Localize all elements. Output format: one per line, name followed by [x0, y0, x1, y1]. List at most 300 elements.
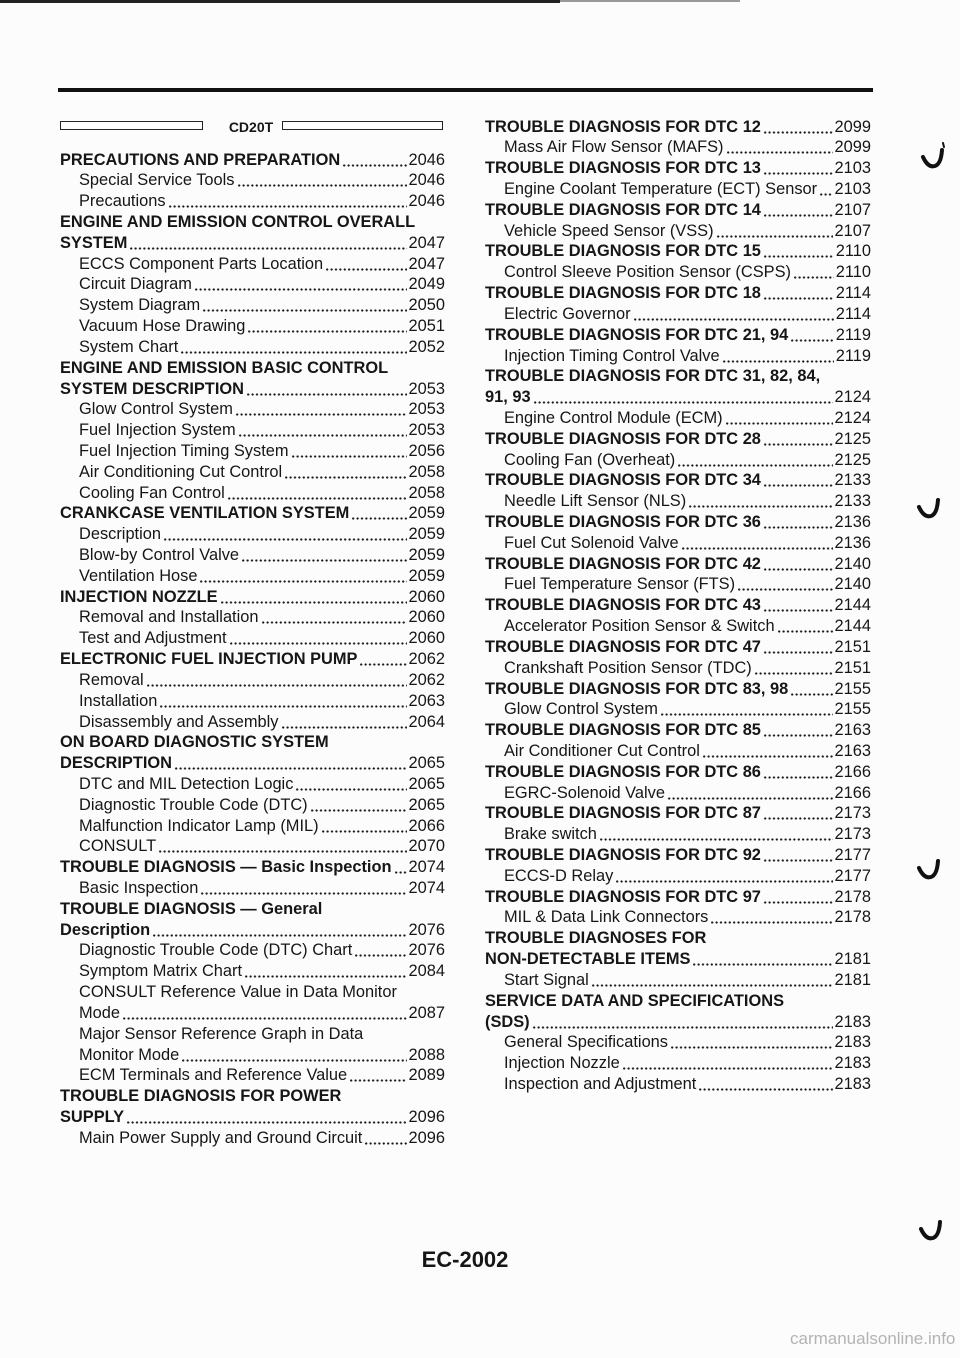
toc-item-entry	[60, 940, 445, 961]
page-number: 2144	[834, 617, 871, 636]
dot-leader	[351, 503, 406, 524]
toc-section-entry	[485, 679, 871, 700]
page-number: 2062	[408, 650, 445, 669]
toc-line	[485, 366, 871, 387]
toc-section-entry	[485, 595, 871, 616]
page-number: 2047	[408, 233, 445, 252]
page-number: 2103	[834, 180, 871, 199]
dot-leader	[229, 628, 407, 649]
toc-line	[485, 658, 871, 679]
toc-item-entry	[60, 483, 445, 504]
toc-line	[485, 179, 871, 200]
toc-item-entry	[60, 878, 445, 899]
model-header-bar-left	[60, 121, 203, 130]
toc-line	[485, 595, 871, 616]
toc-line	[60, 150, 445, 171]
toc-line	[60, 399, 445, 420]
toc-line	[60, 836, 445, 857]
page-number: 2173	[834, 825, 871, 844]
toc-line	[485, 491, 871, 512]
toc-section-entry	[60, 358, 445, 400]
toc-item-entry	[485, 783, 871, 804]
dot-leader	[754, 658, 833, 679]
index-tab-mark-icon	[916, 492, 942, 520]
page-number: 2062	[408, 670, 445, 689]
section-title: ENGINE AND EMISSION BASIC CONTROL	[60, 358, 389, 377]
toc-line	[60, 732, 445, 753]
toc-section-entry	[60, 649, 445, 670]
item-title: Description	[79, 525, 161, 544]
toc-line	[60, 961, 445, 982]
section-title: SERVICE DATA AND SPECIFICATIONS	[485, 991, 784, 1010]
item-title: Brake switch	[504, 825, 597, 844]
dot-leader	[763, 470, 833, 491]
page-number: 2070	[408, 837, 445, 856]
page-number: 2053	[408, 400, 445, 419]
dot-leader	[180, 337, 406, 358]
dot-leader	[354, 940, 406, 961]
dot-leader	[241, 545, 407, 566]
item-title: Vacuum Hose Drawing	[79, 317, 246, 336]
dot-leader	[199, 566, 406, 587]
toc-line	[60, 483, 445, 504]
section-title: SYSTEM	[60, 233, 128, 252]
page-number: 2133	[834, 492, 871, 511]
page-number: 2119	[835, 325, 871, 344]
toc-line	[60, 628, 445, 649]
dot-leader	[763, 283, 834, 304]
toc-item-entry	[60, 254, 445, 275]
page-number: 2050	[408, 296, 445, 315]
section-title: TROUBLE DIAGNOSIS FOR DTC 47	[485, 637, 761, 656]
toc-section-entry	[485, 554, 871, 575]
page-number: 2046	[408, 150, 445, 169]
toc-item-entry	[485, 491, 871, 512]
page-number: 2099	[834, 138, 871, 157]
page-number: 2074	[408, 879, 445, 898]
toc-item-entry	[485, 533, 871, 554]
dot-leader	[159, 691, 406, 712]
page-number: 2133	[834, 471, 871, 490]
item-title: ECCS Component Parts Location	[79, 254, 324, 273]
item-title: Major Sensor Reference Graph in Data	[79, 1024, 364, 1043]
toc-line	[60, 295, 445, 316]
page-number: 2053	[408, 421, 445, 440]
item-title: General Specifications	[504, 1033, 668, 1052]
toc-line	[485, 1053, 871, 1074]
dot-leader	[599, 824, 833, 845]
page-number: 2059	[408, 504, 445, 523]
item-title: Diagnostic Trouble Code (DTC)	[79, 795, 308, 814]
dot-leader	[737, 574, 832, 595]
page-number: 2114	[835, 304, 871, 323]
page-number: 2076	[408, 920, 445, 939]
toc-section-entry	[485, 325, 871, 346]
toc-line	[485, 824, 871, 845]
toc-line	[485, 346, 871, 367]
toc-item-entry	[60, 1128, 445, 1149]
scan-edge-line	[560, 0, 740, 2]
toc-line	[60, 712, 445, 733]
toc-line	[60, 753, 445, 774]
page-number: 2110	[835, 242, 871, 261]
dot-leader	[660, 699, 833, 720]
dot-leader	[202, 295, 406, 316]
dot-leader	[722, 346, 834, 367]
dot-leader	[238, 420, 407, 441]
page-number: 2084	[408, 962, 445, 981]
toc-section-entry	[60, 150, 445, 171]
dot-leader	[819, 179, 832, 200]
toc-line	[485, 907, 871, 928]
dot-leader	[291, 441, 407, 462]
toc-line	[485, 991, 871, 1012]
page-number: 2063	[408, 691, 445, 710]
page-number: 2103	[834, 159, 871, 178]
item-title: System Chart	[79, 337, 179, 356]
page-number: 2052	[408, 337, 445, 356]
item-title: Test and Adjustment	[79, 629, 227, 648]
page-number: 2066	[408, 816, 445, 835]
page-number: 2119	[835, 346, 871, 365]
page-number: 2064	[408, 712, 445, 731]
toc-section-entry	[60, 503, 445, 524]
toc-line	[485, 533, 871, 554]
dot-leader	[763, 512, 833, 533]
toc-item-entry	[485, 304, 871, 325]
toc-line	[60, 670, 445, 691]
section-title: TROUBLE DIAGNOSIS FOR POWER	[60, 1087, 342, 1106]
toc-item-entry	[60, 1065, 445, 1086]
toc-line	[485, 137, 871, 158]
toc-section-entry	[485, 928, 871, 970]
dot-leader	[698, 1074, 832, 1095]
toc-section-entry	[485, 429, 871, 450]
dot-leader	[200, 878, 406, 899]
toc-line	[60, 233, 445, 254]
item-title: Diagnostic Trouble Code (DTC) Chart	[79, 941, 353, 960]
dot-leader	[763, 887, 833, 908]
toc-item-entry	[60, 628, 445, 649]
section-title: TROUBLE DIAGNOSIS FOR DTC 97	[485, 887, 761, 906]
dot-leader	[244, 961, 407, 982]
toc-line	[60, 316, 445, 337]
item-title: Start Signal	[504, 970, 589, 989]
page-number: 2099	[834, 117, 871, 136]
toc-item-entry	[485, 658, 871, 679]
page-number: 2096	[408, 1107, 445, 1126]
item-title: Fuel Cut Solenoid Valve	[504, 533, 679, 552]
item-title: Accelerator Position Sensor & Switch	[504, 617, 775, 636]
toc-section-entry	[60, 212, 445, 254]
toc-line	[60, 1003, 445, 1024]
toc-line	[60, 1086, 445, 1107]
toc-item-entry	[60, 961, 445, 982]
toc-line	[60, 878, 445, 899]
item-title: Mode	[79, 1003, 121, 1022]
dot-leader	[532, 1012, 833, 1033]
dot-leader	[247, 316, 406, 337]
dot-leader	[726, 137, 833, 158]
page-number: 2107	[834, 200, 871, 219]
index-tab-mark-icon	[918, 1214, 944, 1242]
toc-item-entry	[485, 616, 871, 637]
page-number: 2114	[835, 284, 871, 303]
toc-section-entry	[60, 899, 445, 941]
toc-section-entry	[485, 117, 871, 138]
toc-section-entry	[485, 470, 871, 491]
section-title: TROUBLE DIAGNOSIS FOR DTC 13	[485, 159, 761, 178]
page-number: 2173	[834, 804, 871, 823]
toc-line	[60, 170, 445, 191]
toc-line	[485, 970, 871, 991]
toc-section-entry	[60, 732, 445, 774]
toc-line	[60, 358, 445, 379]
page-number: 2155	[834, 679, 871, 698]
toc-line	[60, 649, 445, 670]
toc-line	[485, 512, 871, 533]
dot-leader	[359, 649, 406, 670]
section-title: SYSTEM DESCRIPTION	[60, 379, 244, 398]
toc-item-entry	[60, 274, 445, 295]
page-number: 2124	[834, 388, 871, 407]
section-title: CRANKCASE VENTILATION SYSTEM	[60, 504, 350, 523]
item-title: CONSULT	[79, 837, 157, 856]
dot-leader	[152, 920, 406, 941]
section-title: TROUBLE DIAGNOSIS — Basic Inspection	[60, 858, 392, 877]
dot-leader	[174, 753, 407, 774]
page-number: 2058	[408, 483, 445, 502]
item-title: Injection Timing Control Valve	[504, 346, 720, 365]
page-number: 2058	[408, 462, 445, 481]
dot-leader	[126, 1107, 406, 1128]
item-title: System Diagram	[79, 296, 201, 315]
dot-leader	[237, 170, 407, 191]
toc-line	[60, 774, 445, 795]
dot-leader	[763, 637, 833, 658]
item-title: Malfunction Indicator Lamp (MIL)	[79, 816, 319, 835]
page-number: 2136	[834, 533, 871, 552]
toc-line	[60, 1024, 445, 1045]
section-title: Description	[60, 920, 151, 939]
toc-line	[485, 554, 871, 575]
item-title: Engine Control Module (ECM)	[504, 408, 723, 427]
section-title: TROUBLE DIAGNOSIS FOR DTC 28	[485, 429, 761, 448]
section-title: TROUBLE DIAGNOSIS FOR DTC 87	[485, 804, 761, 823]
dot-leader	[725, 408, 833, 429]
page-number: 2059	[408, 566, 445, 585]
section-title: TROUBLE DIAGNOSIS FOR DTC 31, 82, 84,	[485, 367, 821, 386]
toc-line	[60, 566, 445, 587]
item-title: Mass Air Flow Sensor (MAFS)	[504, 138, 724, 157]
toc-line	[485, 866, 871, 887]
toc-section-entry	[485, 845, 871, 866]
page-number: 2096	[408, 1128, 445, 1147]
toc-item-entry	[60, 337, 445, 358]
toc-section-entry	[485, 803, 871, 824]
toc-line	[485, 699, 871, 720]
toc-item-entry	[485, 221, 871, 242]
page-number: 2177	[834, 866, 871, 885]
section-title: PRECAUTIONS AND PREPARATION	[60, 150, 341, 169]
item-title: Fuel Injection Timing System	[79, 441, 289, 460]
toc-section-entry	[485, 241, 871, 262]
section-title: TROUBLE DIAGNOSIS FOR DTC 12	[485, 117, 761, 136]
toc-item-entry	[60, 774, 445, 795]
page-number: 2059	[408, 546, 445, 565]
toc-line	[60, 545, 445, 566]
page-number: 2089	[408, 1066, 445, 1085]
page-number: 2163	[834, 721, 871, 740]
item-title: Inspection and Adjustment	[504, 1074, 697, 1093]
toc-right-column	[485, 117, 871, 1095]
dot-leader	[777, 616, 833, 637]
index-tab-mark-icon	[920, 142, 946, 170]
toc-section-entry	[485, 887, 871, 908]
section-title: TROUBLE DIAGNOSIS FOR DTC 86	[485, 762, 761, 781]
item-title: Control Sleeve Position Sensor (CSPS)	[504, 263, 791, 282]
item-title: Crankshaft Position Sensor (TDC)	[504, 658, 752, 677]
dot-leader	[591, 970, 833, 991]
page-number: 2151	[834, 658, 871, 677]
dot-leader	[667, 783, 833, 804]
dot-leader	[281, 712, 407, 733]
toc-item-entry	[60, 524, 445, 545]
toc-item-entry	[485, 741, 871, 762]
toc-line	[485, 408, 871, 429]
toc-line	[485, 928, 871, 949]
toc-line	[485, 1032, 871, 1053]
item-title: Needle Lift Sensor (NLS)	[504, 492, 687, 511]
dot-leader	[122, 1003, 407, 1024]
toc-line	[485, 887, 871, 908]
item-title: Special Service Tools	[79, 171, 235, 190]
dot-leader	[533, 387, 833, 408]
toc-section-entry	[485, 991, 871, 1033]
page-number: 2177	[834, 846, 871, 865]
toc-item-entry	[60, 191, 445, 212]
dot-leader	[790, 679, 832, 700]
toc-line	[60, 920, 445, 941]
dot-leader	[763, 720, 833, 741]
toc-item-entry	[485, 574, 871, 595]
section-title: SUPPLY	[60, 1107, 125, 1126]
page-number: 2046	[408, 171, 445, 190]
toc-line	[485, 679, 871, 700]
toc-line	[485, 1074, 871, 1095]
dot-leader	[763, 117, 833, 138]
toc-line	[60, 337, 445, 358]
toc-line	[60, 212, 445, 233]
item-title: Cooling Fan (Overheat)	[504, 450, 676, 469]
toc-item-entry	[60, 295, 445, 316]
toc-line	[60, 1065, 445, 1086]
page-number: 2056	[408, 441, 445, 460]
item-title: CONSULT Reference Value in Data Monitor	[79, 983, 397, 1002]
dot-leader	[261, 607, 407, 628]
toc-line	[60, 1045, 445, 1066]
toc-section-entry	[485, 512, 871, 533]
section-title: (SDS)	[485, 1012, 530, 1031]
toc-line	[485, 637, 871, 658]
toc-line	[485, 720, 871, 741]
item-title: DTC and MIL Detection Logic	[79, 774, 294, 793]
item-title: Main Power Supply and Ground Circuit	[79, 1128, 363, 1147]
dot-leader	[763, 200, 833, 221]
item-title: Injection Nozzle	[504, 1054, 620, 1073]
item-title: Installation	[79, 691, 158, 710]
toc-item-entry	[60, 462, 445, 483]
page-number: 2074	[408, 858, 445, 877]
toc-line	[60, 191, 445, 212]
page-number: 2178	[834, 908, 871, 927]
toc-line	[485, 949, 871, 970]
page-number: 2183	[834, 1033, 871, 1052]
page-number: 2049	[408, 275, 445, 294]
section-title: TROUBLE DIAGNOSIS FOR DTC 43	[485, 596, 761, 615]
toc-line	[485, 450, 871, 471]
toc-item-entry	[60, 982, 445, 1024]
dot-leader	[763, 429, 833, 450]
dot-leader	[364, 1128, 406, 1149]
toc-item-entry	[60, 316, 445, 337]
page-number: 2183	[834, 1012, 871, 1031]
toc-line	[485, 762, 871, 783]
page-number: 2155	[834, 700, 871, 719]
page-number: 2183	[834, 1054, 871, 1073]
item-title: Fuel Injection System	[79, 421, 236, 440]
item-title: MIL & Data Link Connectors	[504, 908, 709, 927]
toc-item-entry	[60, 836, 445, 857]
page-number-footer: EC-2002	[421, 1247, 509, 1272]
toc-item-entry	[485, 824, 871, 845]
dot-leader	[310, 795, 407, 816]
section-title: TROUBLE DIAGNOSIS FOR DTC 18	[485, 284, 761, 303]
section-title: TROUBLE DIAGNOSIS — General	[60, 899, 323, 918]
toc-item-entry	[485, 907, 871, 928]
page-number: 2124	[834, 408, 871, 427]
toc-item-entry	[485, 346, 871, 367]
toc-line	[485, 262, 871, 283]
toc-item-entry	[60, 816, 445, 837]
dot-leader	[394, 857, 407, 878]
toc-item-entry	[485, 699, 871, 720]
toc-item-entry	[60, 170, 445, 191]
dot-leader	[295, 774, 406, 795]
toc-item-entry	[60, 441, 445, 462]
dot-leader	[681, 533, 833, 554]
toc-item-entry	[485, 866, 871, 887]
toc-item-entry	[485, 408, 871, 429]
toc-line	[60, 254, 445, 275]
toc-line	[485, 783, 871, 804]
item-title: Fuel Temperature Sensor (FTS)	[504, 575, 736, 594]
toc-line	[485, 304, 871, 325]
page-number: 2065	[408, 795, 445, 814]
toc-line	[485, 845, 871, 866]
section-title: ENGINE AND EMISSION CONTROL OVERALL	[60, 213, 416, 232]
dot-leader	[716, 221, 833, 242]
toc-line	[485, 200, 871, 221]
toc-item-entry	[60, 691, 445, 712]
dot-leader	[168, 191, 407, 212]
dot-leader	[325, 254, 406, 275]
dot-leader	[158, 836, 406, 857]
page-number: 2047	[408, 254, 445, 273]
item-title: Removal and Installation	[79, 608, 259, 627]
page-number: 2053	[408, 379, 445, 398]
dot-leader	[246, 379, 407, 400]
